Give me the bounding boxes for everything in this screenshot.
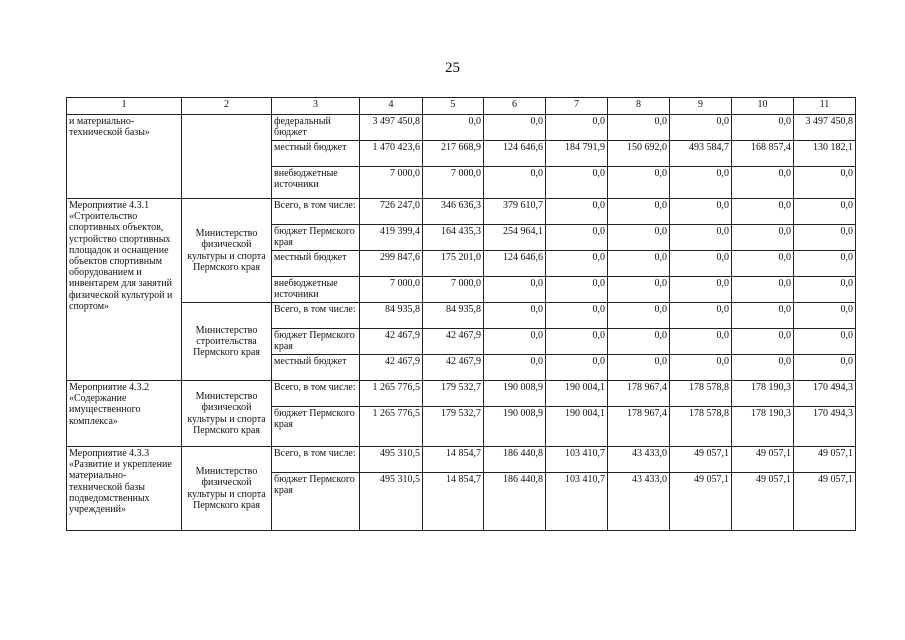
- amount-cell: 0,0: [732, 115, 794, 141]
- column-header: 1: [67, 98, 182, 115]
- amount-cell: 186 440,8: [484, 447, 546, 473]
- amount-cell: 0,0: [670, 251, 732, 277]
- funding-source-cell: бюджет Пермского края: [272, 225, 360, 251]
- amount-cell: 178 967,4: [608, 407, 670, 447]
- amount-cell: 179 532,7: [423, 407, 484, 447]
- amount-cell: 419 399,4: [360, 225, 423, 251]
- amount-cell: 0,0: [670, 329, 732, 355]
- amount-cell: 0,0: [794, 355, 856, 381]
- amount-cell: 217 668,9: [423, 141, 484, 167]
- amount-cell: 103 410,7: [546, 447, 608, 473]
- column-header: 7: [546, 98, 608, 115]
- amount-cell: 0,0: [608, 115, 670, 141]
- amount-cell: 175 201,0: [423, 251, 484, 277]
- amount-cell: 493 584,7: [670, 141, 732, 167]
- amount-cell: 0,0: [546, 329, 608, 355]
- amount-cell: 84 935,8: [360, 303, 423, 329]
- amount-cell: 379 610,7: [484, 199, 546, 225]
- funding-source-cell: бюджет Пермского края: [272, 329, 360, 355]
- executor-cell: [182, 115, 272, 199]
- amount-cell: 0,0: [732, 225, 794, 251]
- table-row: [67, 381, 856, 407]
- amount-cell: 164 435,3: [423, 225, 484, 251]
- amount-cell: 0,0: [794, 199, 856, 225]
- amount-cell: 130 182,1: [794, 141, 856, 167]
- amount-cell: 0,0: [670, 303, 732, 329]
- amount-cell: 42 467,9: [360, 329, 423, 355]
- amount-cell: 346 636,3: [423, 199, 484, 225]
- amount-cell: 254 964,1: [484, 225, 546, 251]
- amount-cell: 0,0: [546, 199, 608, 225]
- column-header: 2: [182, 98, 272, 115]
- amount-cell: 190 008,9: [484, 381, 546, 407]
- amount-cell: 124 646,6: [484, 251, 546, 277]
- amount-cell: 186 440,8: [484, 473, 546, 531]
- funding-source-cell: местный бюджет: [272, 251, 360, 277]
- column-header: 4: [360, 98, 423, 115]
- amount-cell: 1 265 776,5: [360, 381, 423, 407]
- amount-cell: 84 935,8: [423, 303, 484, 329]
- amount-cell: 0,0: [608, 355, 670, 381]
- amount-cell: 0,0: [546, 355, 608, 381]
- amount-cell: 0,0: [546, 115, 608, 141]
- column-header: 3: [272, 98, 360, 115]
- amount-cell: 299 847,6: [360, 251, 423, 277]
- amount-cell: 0,0: [608, 277, 670, 303]
- amount-cell: 179 532,7: [423, 381, 484, 407]
- amount-cell: 0,0: [732, 251, 794, 277]
- amount-cell: 178 578,8: [670, 381, 732, 407]
- amount-cell: 7 000,0: [423, 277, 484, 303]
- executor-cell: Министерство строительства Пермского края: [182, 303, 272, 381]
- funding-source-cell: Всего, в том числе:: [272, 199, 360, 225]
- amount-cell: 49 057,1: [794, 447, 856, 473]
- amount-cell: 495 310,5: [360, 473, 423, 531]
- amount-cell: 49 057,1: [732, 447, 794, 473]
- amount-cell: 43 433,0: [608, 447, 670, 473]
- amount-cell: 0,0: [732, 277, 794, 303]
- amount-cell: 42 467,9: [360, 355, 423, 381]
- table-row: [67, 447, 856, 473]
- amount-cell: 0,0: [484, 355, 546, 381]
- amount-cell: 0,0: [794, 225, 856, 251]
- amount-cell: 0,0: [670, 277, 732, 303]
- amount-cell: 0,0: [670, 225, 732, 251]
- amount-cell: 0,0: [608, 251, 670, 277]
- amount-cell: 1 265 776,5: [360, 407, 423, 447]
- table-row: [67, 199, 856, 225]
- column-header: 10: [732, 98, 794, 115]
- amount-cell: 49 057,1: [670, 447, 732, 473]
- column-header: 11: [794, 98, 856, 115]
- page-number: 25: [445, 60, 460, 76]
- amount-cell: 1 470 423,6: [360, 141, 423, 167]
- amount-cell: 495 310,5: [360, 447, 423, 473]
- activity-name-cell: Мероприятие 4.3.1 «Строительство спортивных объектов, устройство спортивных площадок и оснащение объектов спортивным оборудованием и инвентарем для занятий физической культурой и спортом»: [67, 199, 182, 381]
- amount-cell: 0,0: [608, 329, 670, 355]
- activity-name-cell: Мероприятие 4.3.3 «Развитие и укрепление материально-технической базы подведомственных учреждений»: [67, 447, 182, 531]
- amount-cell: 0,0: [484, 115, 546, 141]
- amount-cell: 150 692,0: [608, 141, 670, 167]
- amount-cell: 0,0: [608, 199, 670, 225]
- amount-cell: 0,0: [546, 303, 608, 329]
- amount-cell: 178 190,3: [732, 407, 794, 447]
- amount-cell: 103 410,7: [546, 473, 608, 531]
- amount-cell: 0,0: [670, 199, 732, 225]
- amount-cell: 0,0: [732, 355, 794, 381]
- amount-cell: 0,0: [794, 329, 856, 355]
- amount-cell: 3 497 450,8: [360, 115, 423, 141]
- amount-cell: 0,0: [732, 329, 794, 355]
- executor-cell: Министерство физической культуры и спорта Пермского края: [182, 199, 272, 303]
- amount-cell: 124 646,6: [484, 141, 546, 167]
- amount-cell: 0,0: [608, 303, 670, 329]
- funding-source-cell: Всего, в том числе:: [272, 447, 360, 473]
- amount-cell: 3 497 450,8: [794, 115, 856, 141]
- amount-cell: 0,0: [670, 355, 732, 381]
- amount-cell: 726 247,0: [360, 199, 423, 225]
- amount-cell: 0,0: [546, 225, 608, 251]
- funding-source-cell: бюджет Пермского края: [272, 473, 360, 531]
- amount-cell: 7 000,0: [423, 167, 484, 199]
- executor-cell: Министерство физической культуры и спорта Пермского края: [182, 381, 272, 447]
- amount-cell: 7 000,0: [360, 277, 423, 303]
- amount-cell: 42 467,9: [423, 329, 484, 355]
- amount-cell: 0,0: [546, 251, 608, 277]
- funding-source-cell: бюджет Пермского края: [272, 407, 360, 447]
- amount-cell: 0,0: [608, 225, 670, 251]
- activity-name-cell: Мероприятие 4.3.2 «Содержание имущественного комплекса»: [67, 381, 182, 447]
- header-row: [67, 98, 856, 115]
- amount-cell: 0,0: [546, 277, 608, 303]
- amount-cell: 178 190,3: [732, 381, 794, 407]
- funding-source-cell: внебюджетные источники: [272, 277, 360, 303]
- funding-source-cell: Всего, в том числе:: [272, 303, 360, 329]
- table-row: [67, 303, 856, 329]
- column-header: 6: [484, 98, 546, 115]
- activity-name-cell: и материально-технической базы»: [67, 115, 182, 199]
- amount-cell: 14 854,7: [423, 473, 484, 531]
- amount-cell: 14 854,7: [423, 447, 484, 473]
- column-header: 5: [423, 98, 484, 115]
- amount-cell: 7 000,0: [360, 167, 423, 199]
- amount-cell: 168 857,4: [732, 141, 794, 167]
- amount-cell: 42 467,9: [423, 355, 484, 381]
- amount-cell: 0,0: [484, 277, 546, 303]
- funding-source-cell: внебюджетные источники: [272, 167, 360, 199]
- amount-cell: 0,0: [732, 303, 794, 329]
- amount-cell: 0,0: [794, 277, 856, 303]
- amount-cell: 0,0: [732, 199, 794, 225]
- amount-cell: 0,0: [484, 303, 546, 329]
- column-header: 9: [670, 98, 732, 115]
- amount-cell: 0,0: [670, 167, 732, 199]
- column-header: 8: [608, 98, 670, 115]
- amount-cell: 0,0: [546, 167, 608, 199]
- amount-cell: 0,0: [484, 329, 546, 355]
- budget-table: [66, 97, 856, 531]
- amount-cell: 0,0: [484, 167, 546, 199]
- amount-cell: 170 494,3: [794, 381, 856, 407]
- amount-cell: 0,0: [670, 115, 732, 141]
- amount-cell: 49 057,1: [670, 473, 732, 531]
- funding-source-cell: местный бюджет: [272, 141, 360, 167]
- amount-cell: 43 433,0: [608, 473, 670, 531]
- amount-cell: 49 057,1: [794, 473, 856, 531]
- amount-cell: 190 004,1: [546, 381, 608, 407]
- amount-cell: 0,0: [794, 167, 856, 199]
- funding-source-cell: федеральный бюджет: [272, 115, 360, 141]
- amount-cell: 190 008,9: [484, 407, 546, 447]
- amount-cell: 0,0: [423, 115, 484, 141]
- amount-cell: 178 967,4: [608, 381, 670, 407]
- amount-cell: 190 004,1: [546, 407, 608, 447]
- amount-cell: 178 578,8: [670, 407, 732, 447]
- amount-cell: 0,0: [794, 303, 856, 329]
- executor-cell: Министерство физической культуры и спорта Пермского края: [182, 447, 272, 531]
- amount-cell: 49 057,1: [732, 473, 794, 531]
- amount-cell: 0,0: [608, 167, 670, 199]
- amount-cell: 170 494,3: [794, 407, 856, 447]
- table-row: [67, 115, 856, 141]
- amount-cell: 0,0: [794, 251, 856, 277]
- funding-source-cell: Всего, в том числе:: [272, 381, 360, 407]
- amount-cell: 184 791,9: [546, 141, 608, 167]
- funding-source-cell: местный бюджет: [272, 355, 360, 381]
- amount-cell: 0,0: [732, 167, 794, 199]
